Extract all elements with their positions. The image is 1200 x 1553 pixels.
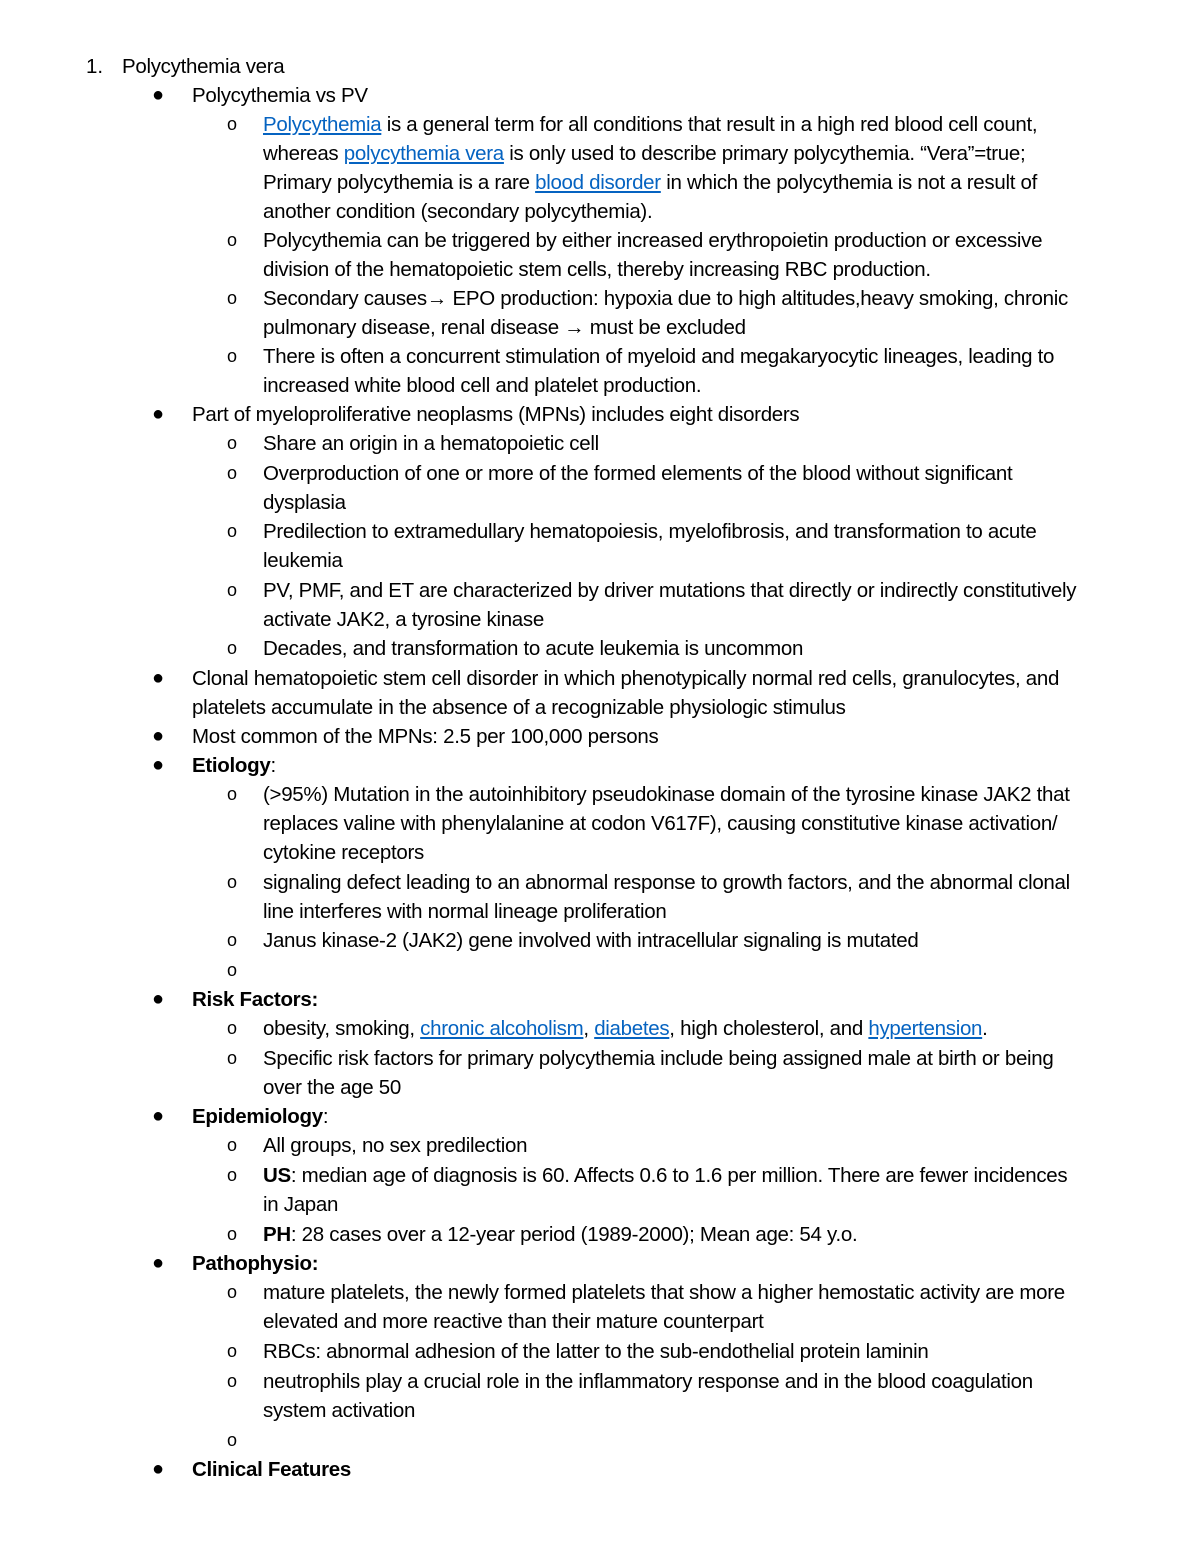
sub-bullet-marker: o [227,872,238,892]
sub-bullet-marker: o [227,230,238,250]
sub-bullet-marker: o [227,521,238,541]
sub-bullet-marker: o [227,433,238,453]
list-item: Secondary causes→ EPO production: hypoxia due to high altitudes,heavy smoking, chronic [263,287,1068,310]
chronic-alcoholism-link[interactable]: chronic alcoholism [420,1017,584,1040]
list-item: (>95%) Mutation in the autoinhibitory pseudokinase domain of the tyrosine kinase JAK2 that [263,783,1070,806]
section-heading: Polycythemia vs PV [192,84,368,107]
list-item: RBCs: abnormal adhesion of the latter to the sub-endothelial protein laminin [263,1340,929,1363]
list-item-continuation: activate JAK2, a tyrosine kinase [263,608,544,631]
bullet-marker: ● [152,1105,165,1127]
list-item-continuation: leukemia [263,549,343,572]
bullet-marker: ● [152,667,165,689]
list-number: 1. [86,55,104,78]
list-item-continuation: line interferes with normal lineage proliferation [263,900,667,923]
list-item-continuation: over the age 50 [263,1076,401,1099]
section-heading-etiology: Etiology: [192,754,276,777]
bullet-marker: ● [152,1252,165,1274]
bullet-marker: ● [152,988,165,1010]
sub-bullet-marker: o [227,463,238,483]
list-item-continuation: Primary polycythemia is a rare blood disorder in which the polycythemia is not a result of [263,171,1038,194]
document-title: Polycythemia vera [122,55,285,78]
section-heading-epidemiology: Epidemiology: [192,1105,329,1128]
sub-bullet-marker-empty: o [227,1430,238,1450]
list-item: signaling defect leading to an abnormal response to growth factors, and the abnormal clonal [263,871,1070,894]
list-item: PV, PMF, and ET are characterized by driver mutations that directly or indirectly constitutively [263,579,1077,602]
list-item: Janus kinase-2 (JAK2) gene involved with intracellular signaling is mutated [263,929,919,952]
sub-bullet-marker: o [227,114,238,134]
list-item: mature platelets, the newly formed platelets that show a higher hemostatic activity are more [263,1281,1065,1304]
sub-bullet-marker: o [227,288,238,308]
section-text: Clonal hematopoietic stem cell disorder in which phenotypically normal red cells, granulocytes, and [192,667,1060,690]
list-item: neutrophils play a crucial role in the inflammatory response and in the blood coagulation [263,1370,1033,1393]
polycythemia-link[interactable]: Polycythemia [263,113,382,136]
list-item: US: median age of diagnosis is 60. Affects 0.6 to 1.6 per million. There are fewer incidences [263,1164,1068,1187]
sub-bullet-marker: o [227,784,238,804]
list-item: Overproduction of one or more of the formed elements of the blood without significant [263,462,1013,485]
sub-bullet-marker: o [227,1048,238,1068]
sub-bullet-marker-empty: o [227,960,238,980]
sub-bullet-marker: o [227,1341,238,1361]
list-item: Specific risk factors for primary polycythemia include being assigned male at birth or being [263,1047,1054,1070]
sub-bullet-marker: o [227,1371,238,1391]
list-item: All groups, no sex predilection [263,1134,528,1157]
sub-bullet-marker: o [227,1282,238,1302]
section-heading: Part of myeloproliferative neoplasms (MPNs) includes eight disorders [192,403,800,426]
list-item-continuation: system activation [263,1399,416,1422]
list-item: Predilection to extramedullary hematopoiesis, myelofibrosis, and transformation to acute [263,520,1037,543]
list-item-continuation: elevated and more reactive than their mature counterpart [263,1310,764,1333]
list-item: Decades, and transformation to acute leukemia is uncommon [263,637,804,660]
sub-bullet-marker: o [227,346,238,366]
diabetes-link[interactable]: diabetes [594,1017,670,1040]
blood-disorder-link[interactable]: blood disorder [535,171,661,194]
bullet-marker: ● [152,754,165,776]
list-item-continuation: division of the hematopoietic stem cells, thereby increasing RBC production. [263,258,931,281]
hypertension-link[interactable]: hypertension [868,1017,983,1040]
list-item: There is often a concurrent stimulation of myeloid and megakaryocytic lineages, leading to [263,345,1055,368]
list-item-continuation: in Japan [263,1193,339,1216]
section-text-continuation: platelets accumulate in the absence of a recognizable physiologic stimulus [192,696,846,719]
section-heading-risk-factors: Risk Factors: [192,988,318,1011]
list-item-continuation: dysplasia [263,491,346,514]
list-item: obesity, smoking, chronic alcoholism, diabetes, high cholesterol, and hypertension. [263,1017,988,1040]
section-text: Most common of the MPNs: 2.5 per 100,000 persons [192,725,659,748]
list-item: Polycythemia is a general term for all conditions that result in a high red blood cell count, [263,113,1038,136]
section-heading-pathophysio: Pathophysio: [192,1252,319,1275]
sub-bullet-marker: o [227,580,238,600]
bullet-marker: ● [152,84,165,106]
sub-bullet-marker: o [227,1165,238,1185]
sub-bullet-marker: o [227,1018,238,1038]
list-item: Share an origin in a hematopoietic cell [263,432,599,455]
list-item: Polycythemia can be triggered by either increased erythropoietin production or excessive [263,229,1043,252]
sub-bullet-marker: o [227,930,238,950]
bullet-marker: ● [152,725,165,747]
list-item-continuation: replaces valine with phenylalanine at codon V617F), causing constitutive kinase activation/ [263,812,1058,835]
list-item-continuation: whereas polycythemia vera is only used to describe primary polycythemia. “Vera”=true; [263,142,1026,165]
sub-bullet-marker: o [227,1135,238,1155]
sub-bullet-marker: o [227,1224,238,1244]
sub-bullet-marker: o [227,638,238,658]
bullet-marker: ● [152,1458,165,1480]
list-item: PH: 28 cases over a 12-year period (1989-2000); Mean age: 54 y.o. [263,1223,858,1246]
list-item-continuation: increased white blood cell and platelet production. [263,374,702,397]
list-item-continuation: pulmonary disease, renal disease → must be excluded [263,316,746,339]
section-heading-clinical-features: Clinical Features [192,1458,351,1481]
list-item-continuation: another condition (secondary polycythemia). [263,200,653,223]
list-item-continuation: cytokine receptors [263,841,424,864]
polycythemia-vera-link[interactable]: polycythemia vera [343,142,504,165]
bullet-marker: ● [152,403,165,425]
